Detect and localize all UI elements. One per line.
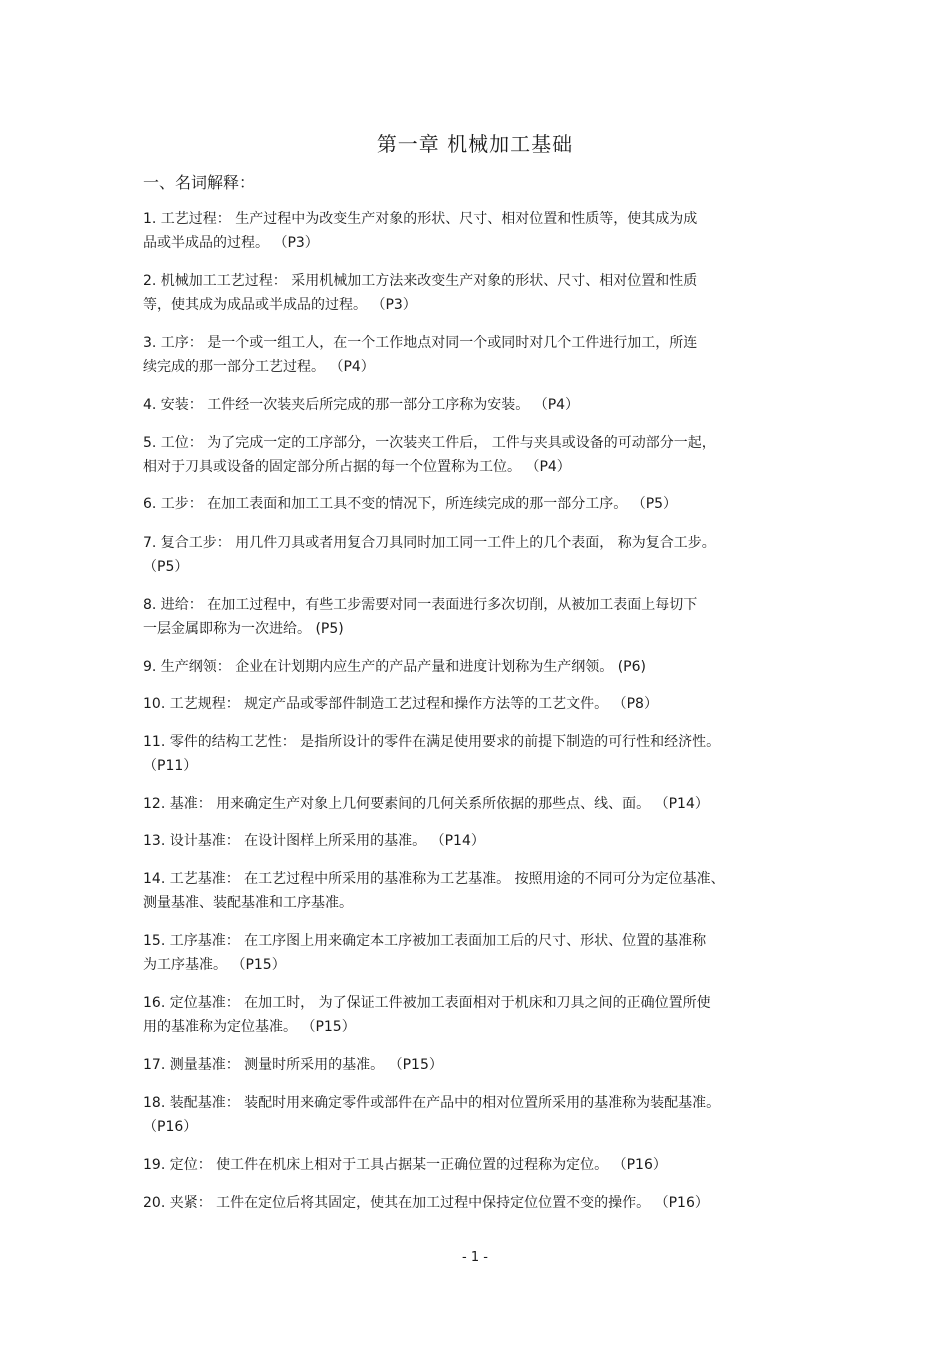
section-heading: 一、名词解释： (143, 173, 256, 192)
entry-line: 19. 定位： 使工件在机床上相对于工具占据某一正确位置的过程称为定位。 （P16） (143, 1157, 667, 1173)
definition-entry (143, 792, 803, 816)
entry-line: 14. 工艺基准： 在工艺过程中所采用的基准称为工艺基准。 按照用途的不同可分为定位基准、 (143, 871, 725, 887)
entry-line: 1. 工艺过程： 生产过程中为改变生产对象的形状、尺寸、相对位置和性质等，使其成为成 (143, 211, 698, 227)
entry-line: 5. 工位： 为了完成一定的工序部分，一次装夹工件后， 工件与夹具或设备的可动部分一起， (143, 435, 716, 451)
definition-entry (143, 1091, 803, 1139)
entry-line: 9. 生产纲领： 企业在计划期内应生产的产品产量和进度计划称为生产纲领。 (P6) (143, 659, 646, 675)
entry-line: 测量基准、装配基准和工序基准。 (143, 895, 353, 911)
definition-entry (143, 1153, 803, 1177)
entry-line: 7. 复合工步： 用几件刀具或者用复合刀具同时加工同一工件上的几个表面， 称为复合工步。 (143, 535, 716, 551)
definition-entry (143, 991, 803, 1039)
entry-line: 相对于刀具或设备的固定部分所占据的每一个位置称为工位。 （P4） (143, 459, 571, 475)
entry-line: 续完成的那一部分工艺过程。 （P4） (143, 359, 375, 375)
entry-line: 20. 夹紧： 工件在定位后将其固定，使其在加工过程中保持定位位置不变的操作。 （P16） (143, 1195, 709, 1211)
entry-line: 3. 工序： 是一个或一组工人，在一个工作地点对同一个或同时对几个工件进行加工，所连 (143, 335, 698, 351)
definition-entry (143, 1191, 803, 1215)
entry-line: 16. 定位基准： 在加工时， 为了保证工件被加工表面相对于机床和刀具之间的正确位置所使 (143, 995, 711, 1011)
definition-entry (143, 867, 803, 915)
definition-entry (143, 929, 803, 977)
entry-line: 12. 基准： 用来确定生产对象上几何要素间的几何关系所依据的那些点、线、面。 （P14） (143, 796, 709, 812)
definition-entry (143, 393, 803, 417)
definition-entry (143, 269, 803, 317)
definition-entry (143, 593, 803, 641)
definition-entry (143, 1053, 803, 1077)
entry-line: 10. 工艺规程： 规定产品或零部件制造工艺过程和操作方法等的工艺文件。 （P8） (143, 696, 658, 712)
entry-line: 15. 工序基准： 在工序图上用来确定本工序被加工表面加工后的尺寸、形状、位置的基准称 (143, 933, 707, 949)
entry-line: 用的基准称为定位基准。 （P15） (143, 1019, 356, 1035)
definition-entry (143, 730, 803, 778)
entry-line: （P16） (143, 1119, 198, 1135)
definition-entry (143, 655, 803, 679)
entry-line: 为工序基准。 （P15） (143, 957, 286, 973)
definition-entry (143, 829, 803, 853)
definition-entry (143, 207, 803, 255)
entry-line: 2. 机械加工工艺过程： 采用机械加工方法来改变生产对象的形状、尺寸、相对位置和性质 (143, 273, 698, 289)
page-number: - 1 - (462, 1250, 488, 1265)
entry-line: （P11） (143, 758, 198, 774)
entry-line: 6. 工步： 在加工表面和加工工具不变的情况下，所连续完成的那一部分工序。 （P5） (143, 496, 678, 512)
definition-entry (143, 531, 803, 579)
entry-line: 13. 设计基准： 在设计图样上所采用的基准。 （P14） (143, 833, 485, 849)
entry-line: 等，使其成为成品或半成品的过程。 （P3） (143, 297, 417, 313)
entry-line: 17. 测量基准： 测量时所采用的基准。 （P15） (143, 1057, 443, 1073)
entry-line: 18. 装配基准： 装配时用来确定零件或部件在产品中的相对位置所采用的基准称为装配基准。 (143, 1095, 721, 1111)
entry-line: 11. 零件的结构工艺性： 是指所设计的零件在满足使用要求的前提下制造的可行性和经济性。 (143, 734, 721, 750)
definition-entry (143, 331, 803, 379)
definition-entry (143, 431, 803, 479)
entry-line: 8. 进给： 在加工过程中，有些工步需要对同一表面进行多次切削，从被加工表面上每切下 (143, 597, 698, 613)
definition-entry (143, 492, 803, 516)
chapter-title: 第一章 机械加工基础 (376, 132, 574, 156)
entry-line: （P5） (143, 559, 189, 575)
entry-line: 4. 安装： 工件经一次装夹后所完成的那一部分工序称为安装。 （P4） (143, 397, 580, 413)
entry-line: 品或半成品的过程。 （P3） (143, 235, 319, 251)
entry-line: 一层金属即称为一次进给。 (P5) (143, 621, 344, 637)
definition-entry (143, 692, 803, 716)
